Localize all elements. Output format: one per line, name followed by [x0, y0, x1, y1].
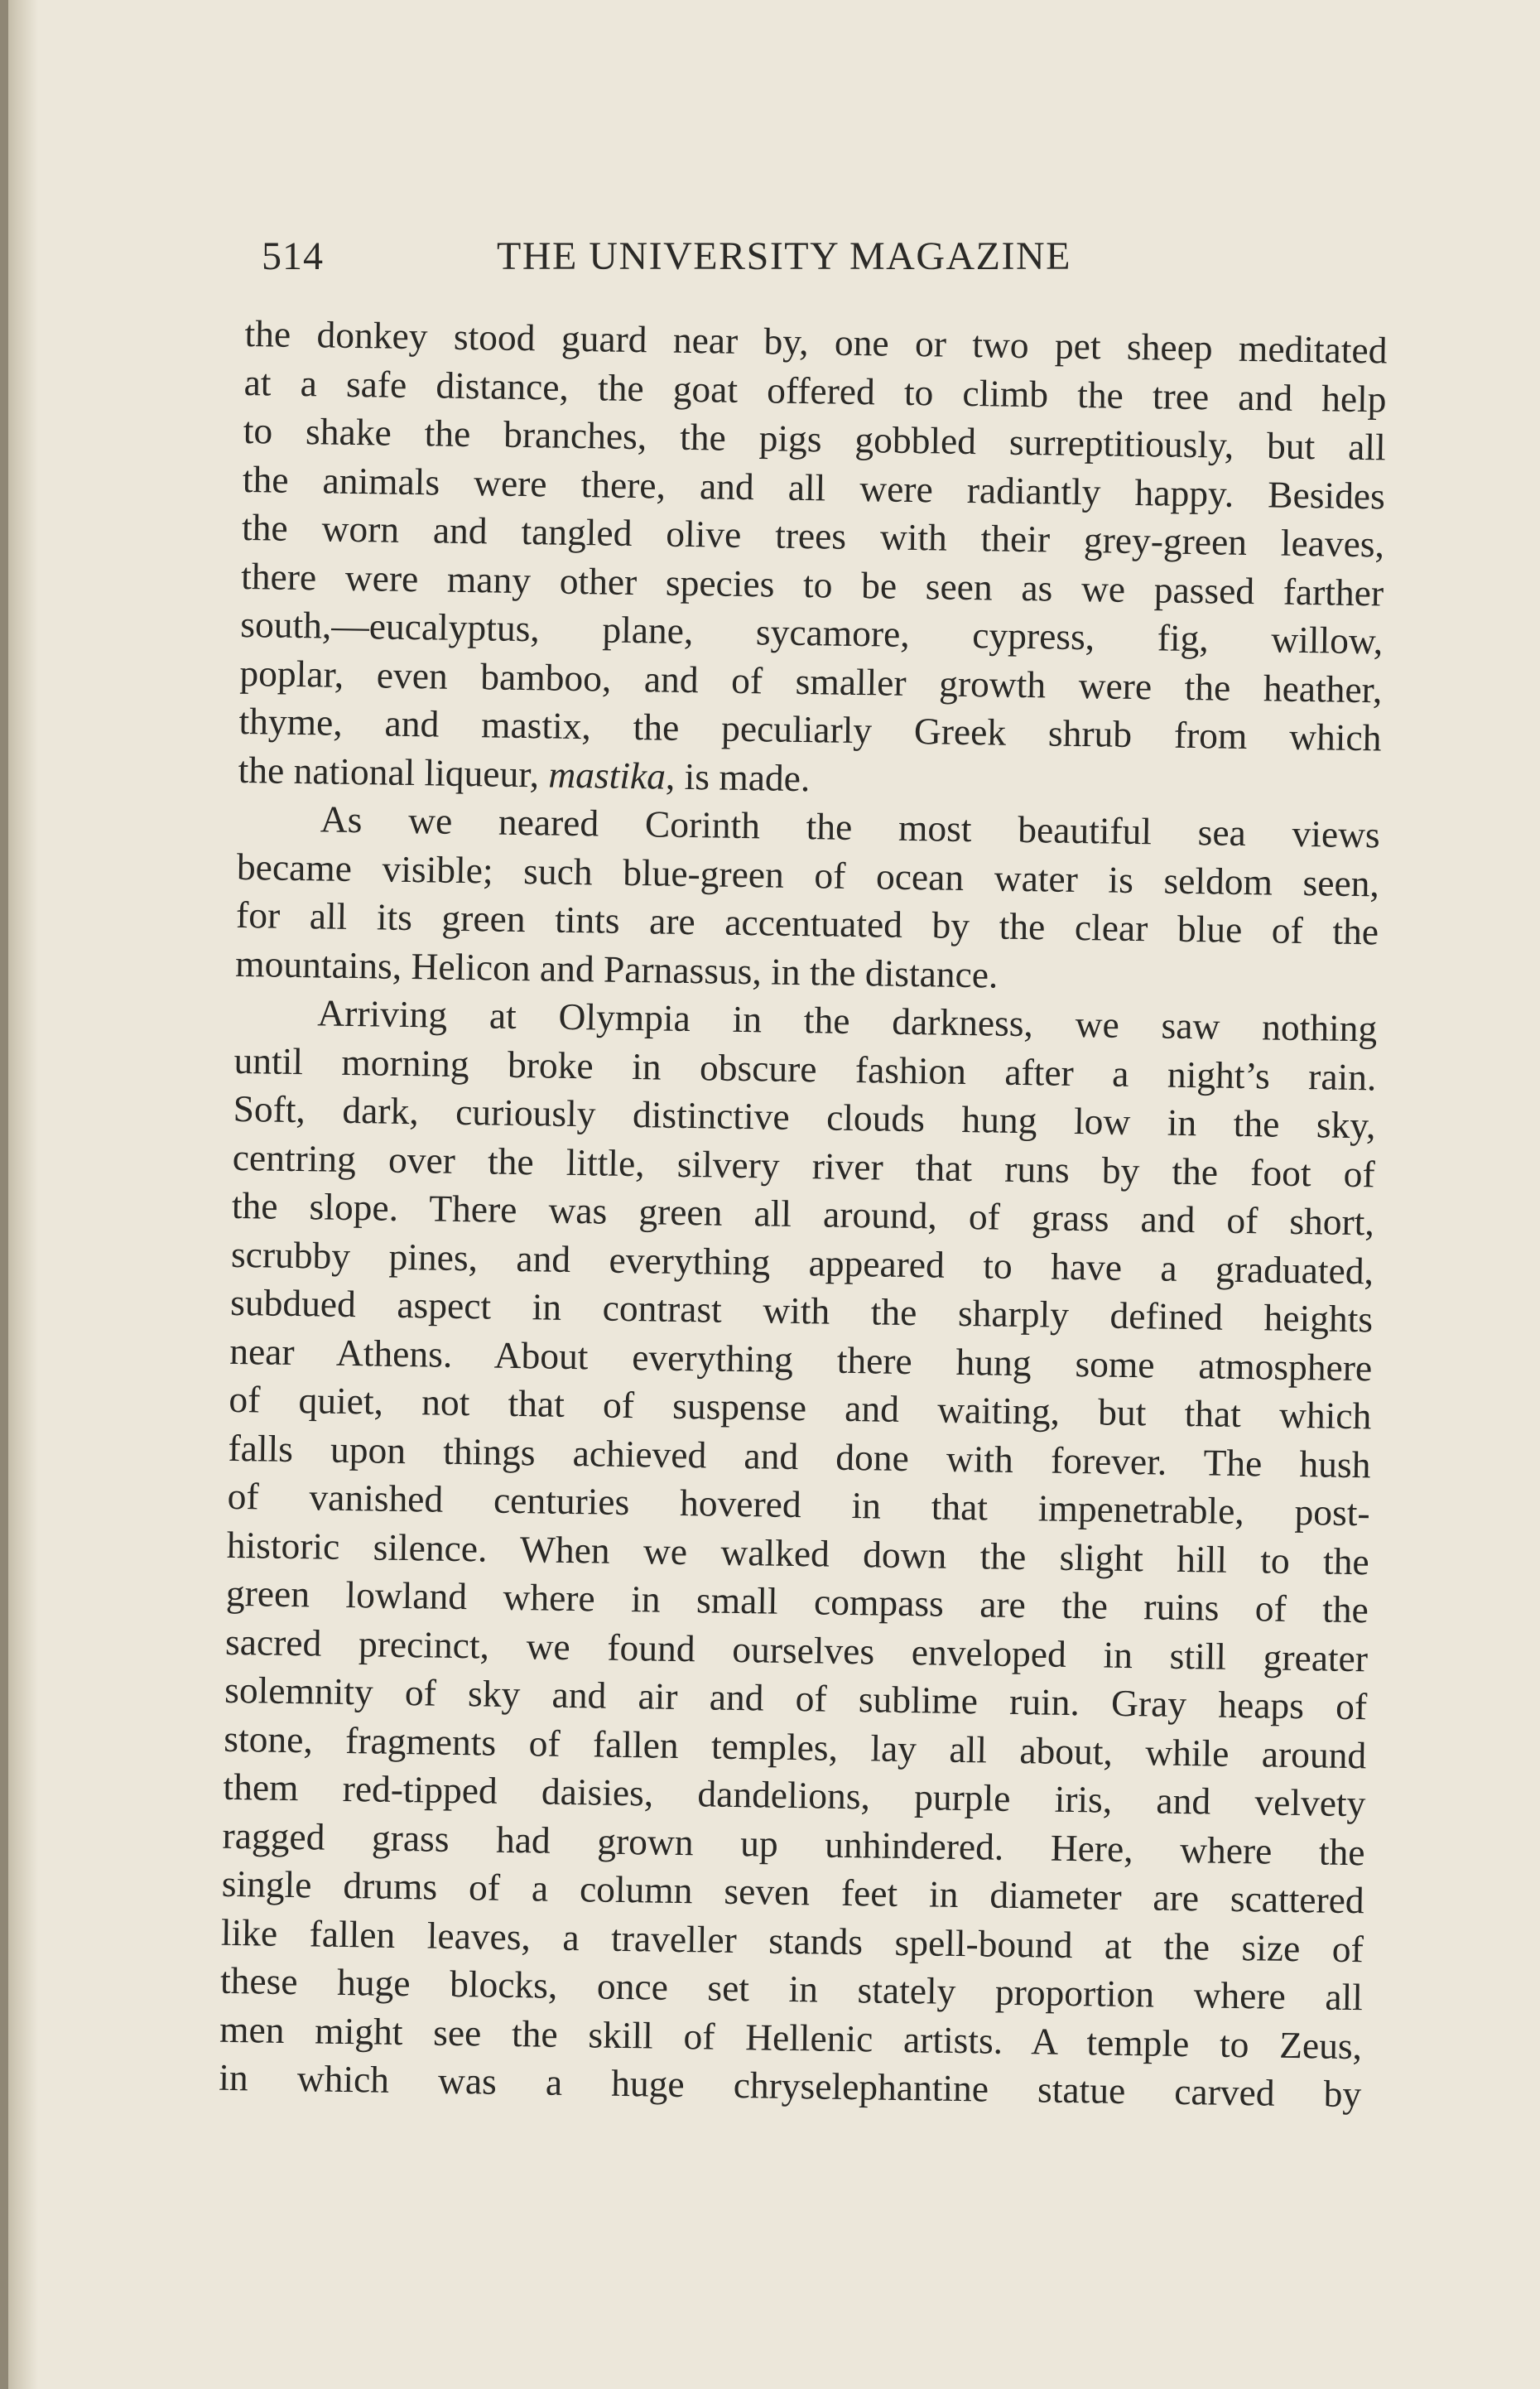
text-line: the worn and tangled olive trees with their grey-green leaves, — [241, 505, 1385, 566]
text-line: stone, fragments of fallen temples, lay all about, while around — [224, 1717, 1367, 1776]
text-line: Soft, dark, curiously distinctive clouds hung low in the sky, — [233, 1086, 1376, 1147]
text-line: in which was a huge chryselephantine statue carved by — [218, 2055, 1362, 2116]
text-line: ragged grass had grown up unhindered. Here, where the — [222, 1813, 1365, 1873]
text-line: historic silence. When we walked down the slight hill to the — [226, 1523, 1370, 1582]
text-line: centring over the little, silvery river that runs by the foot of — [232, 1135, 1376, 1195]
text-line: became visible; such blue-green of ocean water is seldom seen, — [236, 845, 1380, 904]
body-text — [219, 310, 1388, 2119]
text-line: scrubby pines, and everything appeared to have a graduated, — [230, 1232, 1374, 1292]
text-line: solemnity of sky and air and of sublime ruin. Gray heaps of — [224, 1668, 1368, 1728]
text-line: poplar, even bamboo, and of smaller growth were the heather, — [239, 651, 1383, 710]
text-line: the animals were there, and all were radiantly happy. Besides — [242, 457, 1386, 517]
text-line: Arriving at Olympia in the darkness, we saw nothing — [317, 991, 1378, 1050]
text-line: sacred precinct, we found ourselves enveloped in still greater — [224, 1620, 1369, 1679]
text-line: of quiet, not that of suspense and waiting, but that which — [229, 1377, 1372, 1438]
text-line: As we neared Corinth the most beautiful sea views — [320, 797, 1381, 856]
text-line: like fallen leaves, a traveller stands spell-bound at the size of — [220, 1910, 1364, 1970]
text-fragment: , is made. — [665, 754, 811, 799]
text-line: men might see the skill of Hellenic artists. A temple to Zeus, — [219, 2007, 1363, 2067]
running-header — [262, 234, 1164, 291]
text-line: these huge blocks, once set in stately proportion where all — [219, 1958, 1364, 2019]
text-line: to shake the branches, the pigs gobbled surreptitiously, but all — [243, 408, 1387, 469]
text-line: single drums of a column seven feet in diameter are scattered — [221, 1862, 1365, 1922]
text-line: of vanished centuries hovered in that impenetrable, post- — [227, 1474, 1370, 1534]
page-edge — [0, 0, 8, 2389]
text-line: the slope. There was green all around, of grass and of short, — [231, 1183, 1375, 1244]
text-line: thyme, and mastix, the peculiarly Greek shrub from which — [238, 699, 1382, 759]
running-title: THE UNIVERSITY MAGAZINE — [497, 234, 1071, 278]
text-fragment: the national liqueur, — [238, 748, 549, 795]
text-line: there were many other species to be seen as we passed farther — [240, 554, 1384, 614]
text-line: near Athens. About everything there hung some atmosphere — [229, 1329, 1373, 1389]
text-line: subdued aspect in contrast with the sharply defined heights — [229, 1280, 1374, 1341]
text-line: for all its green tints are accentuated by the clear blue of the — [235, 893, 1379, 953]
text-line: falls upon things achieved and done with forever. The hush — [228, 1426, 1371, 1486]
text-line: them red-tipped daisies, dandelions, purple iris, and velvety — [223, 1765, 1366, 1825]
text-line: the donkey stood guard near by, one or two pet sheep meditated — [244, 311, 1388, 372]
text-line: at a safe distance, the goat offered to climb the tree and help — [243, 360, 1387, 420]
text-line: green lowland where in small compass are the ruins of the — [225, 1571, 1369, 1631]
page-number: 514 — [262, 234, 324, 278]
text-line: south,—eucalyptus, plane, sycamore, cypress, fig, willow, — [239, 602, 1384, 662]
text-line: mountains, Helicon and Parnassus, in the distance. — [234, 942, 999, 996]
text-line: until morning broke in obscure fashion after a night’s rain. — [233, 1038, 1377, 1098]
italic-term: mastika — [548, 753, 667, 797]
